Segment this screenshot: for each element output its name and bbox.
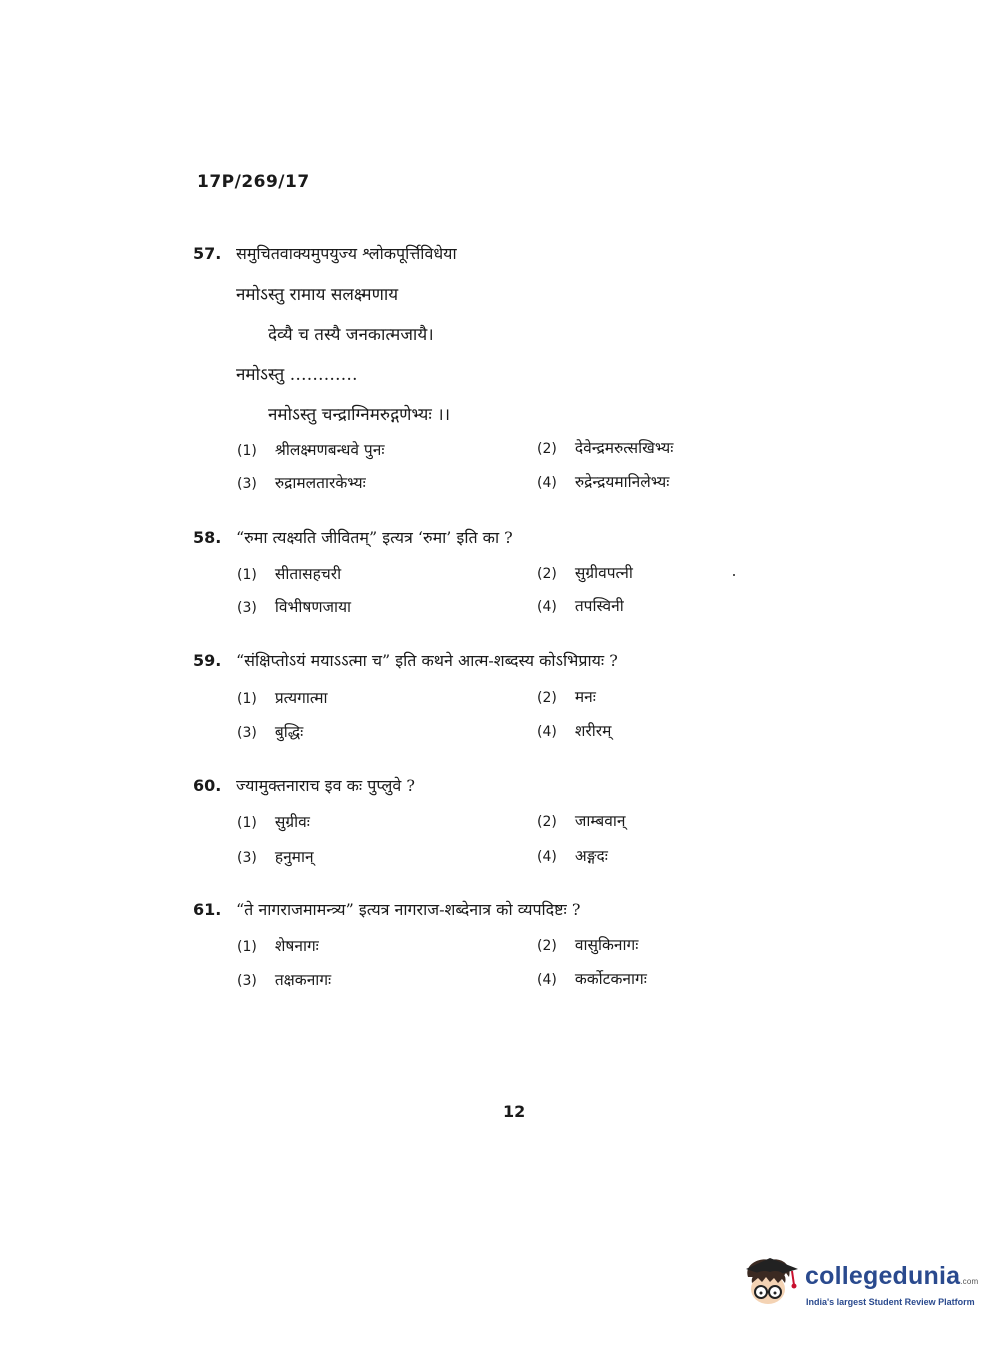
option-number: (1) (237, 939, 257, 955)
option-text: तक्षकनागः (274, 971, 332, 989)
option-text: शरीरम् (574, 722, 612, 740)
option (237, 720, 303, 742)
option-number: (3) (237, 600, 257, 616)
option-text: कर्कोटकनागः (574, 970, 647, 988)
option-number: (1) (237, 567, 257, 583)
option-text: रुद्रामलतारकेभ्यः (274, 474, 366, 492)
logo-name: collegedunia (805, 1262, 961, 1290)
option (237, 810, 310, 832)
option-number: (3) (237, 476, 257, 492)
question-number: 57. (193, 244, 222, 263)
option-text: प्रत्यगात्मा (274, 689, 328, 707)
option (237, 686, 328, 708)
option-text: सीतासहचरी (274, 565, 342, 583)
question-text: “संक्षिप्तोऽयं मयाऽऽत्मा च” इति कथने आत्म-शब्दस्य कोऽभिप्रायः ? (236, 651, 618, 670)
option-text: तपस्विनी (574, 597, 624, 615)
option (537, 933, 638, 955)
option (537, 594, 624, 616)
option-number: (1) (237, 815, 257, 831)
verse-line: नमोऽस्तु चन्द्राग्निमरुद्गणेभ्यः ।। (268, 405, 451, 425)
question-number: 59. (193, 651, 222, 670)
option-number: (4) (537, 972, 557, 988)
option-number: (4) (537, 849, 557, 865)
option (237, 845, 314, 867)
option (537, 470, 669, 492)
option-text: हनुमान् (274, 848, 314, 866)
verse-line: नमोऽस्तु ………… (236, 365, 358, 385)
option (237, 471, 366, 493)
paper-code: 17P/269/17 (197, 172, 310, 192)
question-text: समुचितवाक्यमुपयुज्य श्लोकपूर्त्तिविधेया (236, 244, 457, 263)
page-number: 12 (503, 1102, 526, 1121)
logo-tagline: India's largest Student Review Platform (806, 1297, 975, 1307)
option (537, 436, 673, 458)
option (537, 719, 611, 741)
option-text: बुद्धिः (274, 723, 304, 741)
option-number: (2) (537, 690, 557, 706)
question-number: 60. (193, 776, 222, 795)
logo-wordmark (805, 1262, 978, 1291)
option-text: वासुकिनागः (574, 936, 639, 954)
option-number: (2) (537, 441, 557, 457)
option (537, 809, 625, 831)
option-number: (1) (237, 691, 257, 707)
option (537, 844, 608, 866)
option-number: (4) (537, 475, 557, 491)
option (237, 968, 331, 990)
option (537, 685, 596, 707)
option (237, 438, 384, 460)
option-number: (4) (537, 724, 557, 740)
option-text: विभीषणजाया (274, 598, 352, 616)
question-number: 61. (193, 900, 222, 919)
verse-line: देव्यै च तस्यै जनकात्मजायै। (268, 325, 434, 345)
question-text: “रुमा त्यक्ष्यति जीवितम्” इत्यत्र ‘रुमा’ इति का ? (236, 528, 513, 547)
option-text: अङ्गदः (574, 847, 608, 865)
option-number: (4) (537, 599, 557, 615)
option (237, 934, 319, 956)
speck (733, 574, 735, 576)
option-number: (2) (537, 566, 557, 582)
option (237, 562, 341, 584)
verse-line: नमोऽस्तु रामाय सलक्ष्मणाय (236, 285, 399, 305)
option (537, 561, 633, 583)
option (537, 967, 647, 989)
option-text: देवेन्द्रमरुत्सखिभ्यः (574, 439, 674, 457)
option-number: (3) (237, 725, 257, 741)
option-text: सुग्रीवपत्नी (574, 564, 633, 582)
option-text: मनः (574, 688, 596, 706)
option-text: सुग्रीवः (274, 813, 310, 831)
option-number: (3) (237, 973, 257, 989)
option-number: (1) (237, 443, 257, 459)
logo-suffix: .com (960, 1277, 979, 1286)
option-text: श्रीलक्ष्मणबन्धवे पुनः (274, 441, 385, 459)
option-text: शेषनागः (274, 937, 319, 955)
option-text: रुद्रेन्द्रयमानिलेभ्यः (574, 473, 670, 491)
question-text: ज्यामुक्तनाराच इव कः पुप्लुवे ? (236, 776, 415, 795)
option-number: (2) (537, 938, 557, 954)
option (237, 595, 351, 617)
question-number: 58. (193, 528, 222, 547)
option-number: (2) (537, 814, 557, 830)
option-text: जाम्बवान् (574, 812, 626, 830)
option-number: (3) (237, 850, 257, 866)
question-text: “ते नागराजमामन्त्र्य” इत्यत्र नागराज-शब्देनात्र को व्यपदिष्टः ? (236, 900, 581, 919)
collegedunia-mascot-icon (742, 1255, 802, 1313)
